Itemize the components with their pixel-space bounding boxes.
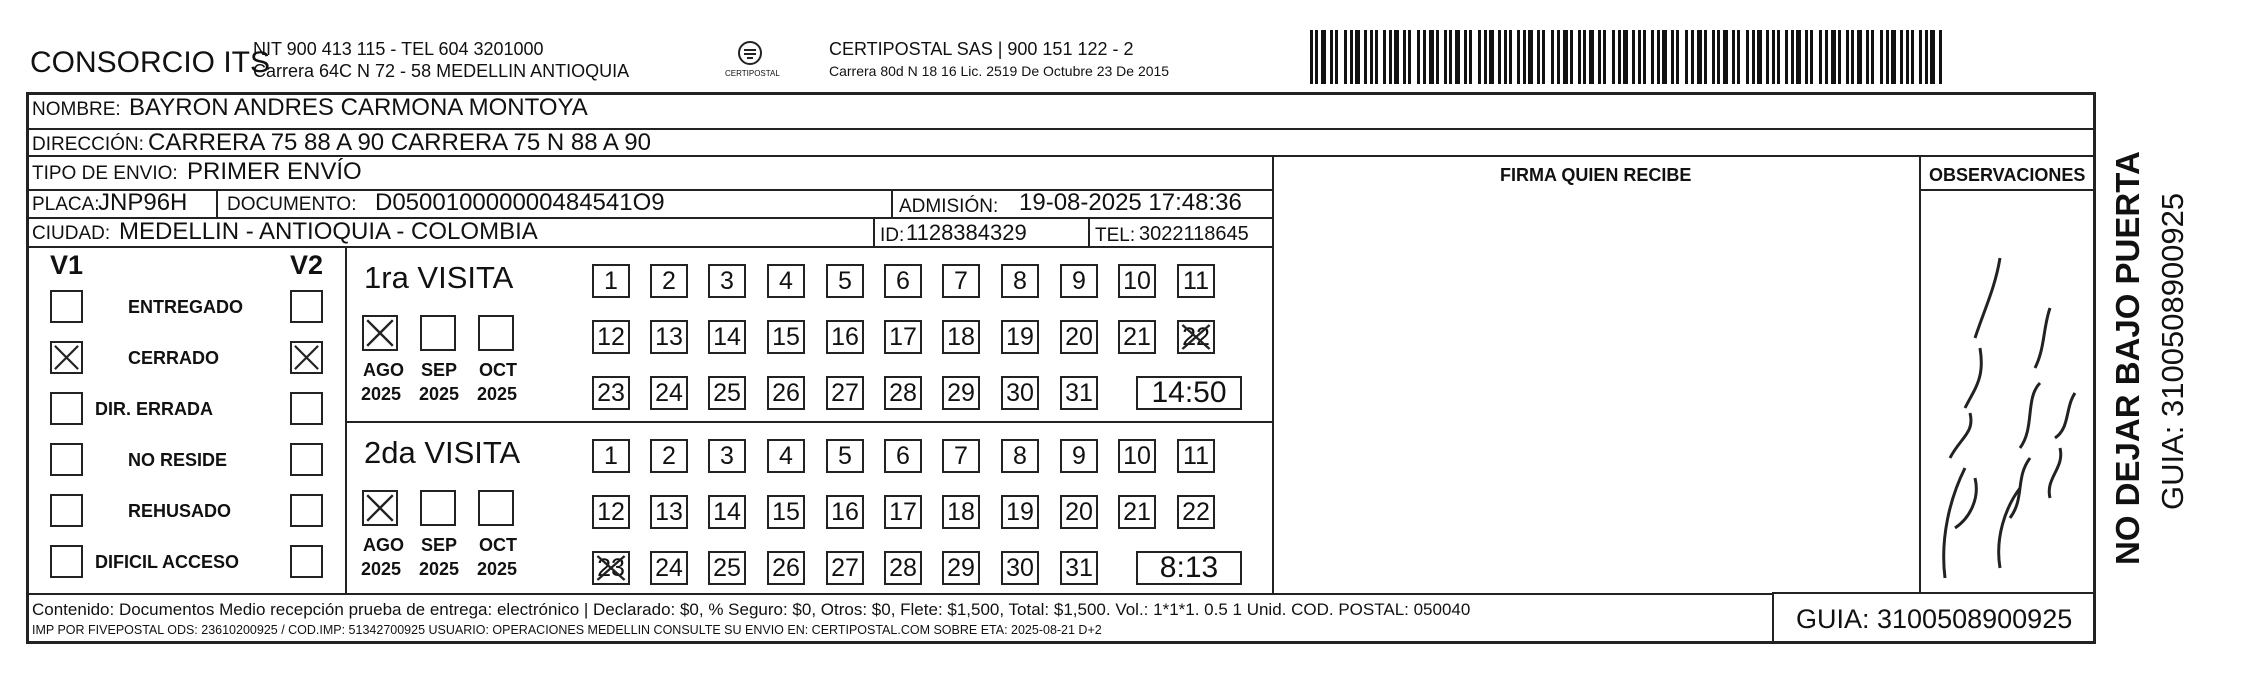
barcode-bar xyxy=(1638,30,1641,84)
day-box[interactable]: 9 xyxy=(1060,439,1098,473)
month-label: OCT xyxy=(479,360,517,380)
day-box[interactable]: 26 xyxy=(767,376,805,410)
id-value: 1128384329 xyxy=(906,220,1027,245)
day-box[interactable]: 27 xyxy=(826,551,864,585)
day-box[interactable]: 22 xyxy=(1177,320,1215,354)
day-box[interactable]: 6 xyxy=(884,439,922,473)
barcode-bar xyxy=(1805,30,1808,84)
v1-checkbox[interactable] xyxy=(50,392,83,425)
barcode-bar xyxy=(1310,30,1313,84)
day-box[interactable]: 21 xyxy=(1118,320,1156,354)
barcode-bar xyxy=(1523,30,1526,84)
tel-value: 3022118645 xyxy=(1139,223,1249,245)
barcode-bar xyxy=(1857,30,1862,84)
barcode-bar xyxy=(1846,30,1849,84)
v2-checkbox[interactable] xyxy=(290,443,323,476)
certipostal-line2: Carrera 80d N 18 16 Lic. 2519 De Octubre 23 De 2015 xyxy=(829,63,1170,79)
barcode-bar xyxy=(1449,30,1452,84)
day-box[interactable]: 3 xyxy=(708,439,746,473)
day-box[interactable]: 26 xyxy=(767,551,805,585)
barcode-bar xyxy=(1551,30,1554,84)
barcode-bar xyxy=(1623,30,1628,84)
day-box[interactable]: 18 xyxy=(942,320,980,354)
year-label: 2025 xyxy=(419,384,460,404)
day-box[interactable]: 30 xyxy=(1001,376,1039,410)
barcode-bar xyxy=(1939,30,1942,84)
barcode-bar xyxy=(1772,30,1775,84)
v2-checkbox[interactable] xyxy=(290,545,323,578)
footer-line2: IMP POR FIVEPOSTAL ODS: 23610200925 / COD.IMP: 51342700925 USUARIO: OPERACIONES MEDELLIN CONSULTE SU ENVIO EN: CERTIPOSTAL.COM SOBRE ETA: 2025-08-21 D+2 xyxy=(32,623,1102,637)
day-box[interactable]: 12 xyxy=(592,495,630,529)
day-box[interactable]: 16 xyxy=(826,495,864,529)
month-label: AGO xyxy=(363,535,405,555)
v1-checkbox[interactable] xyxy=(50,443,83,476)
certipostal-line1: CERTIPOSTAL SAS | 900 151 122 - 2 xyxy=(829,39,1134,59)
barcode-bar xyxy=(1489,30,1494,84)
barcode-bar xyxy=(1810,30,1813,84)
day-box[interactable]: 5 xyxy=(826,439,864,473)
status-label: CERRADO xyxy=(128,348,220,368)
month-label: AGO xyxy=(363,360,405,380)
documento-label: DOCUMENTO: xyxy=(227,194,357,215)
barcode-bar xyxy=(1618,30,1621,84)
status-label: DIFICIL ACCESO xyxy=(95,552,240,572)
month-label: SEP xyxy=(421,535,458,555)
day-box[interactable]: 3 xyxy=(708,264,746,298)
day-box[interactable]: 23 xyxy=(592,551,630,585)
day-box[interactable]: 30 xyxy=(1001,551,1039,585)
barcode-bar xyxy=(1504,30,1507,84)
barcode-bar xyxy=(1651,30,1654,84)
day-box[interactable]: 4 xyxy=(767,264,805,298)
day-box[interactable]: 10 xyxy=(1118,264,1156,298)
barcode-bar xyxy=(1930,30,1935,84)
barcode-bar xyxy=(1408,30,1411,84)
barcode-bar xyxy=(1330,30,1333,84)
barcode-bar xyxy=(1851,30,1854,84)
month-checkbox[interactable] xyxy=(362,315,398,351)
barcode-bar xyxy=(1919,30,1922,84)
barcode-bar xyxy=(1350,30,1353,84)
v1-checkbox[interactable] xyxy=(50,290,83,323)
barcode-bar xyxy=(1691,30,1694,84)
day-box[interactable]: 11 xyxy=(1177,439,1215,473)
day-box[interactable]: 31 xyxy=(1060,551,1098,585)
barcode-bar xyxy=(1685,30,1688,84)
barcode-bar xyxy=(1570,30,1573,84)
v1-header: V1 xyxy=(50,250,84,280)
barcode-bar xyxy=(1796,30,1801,84)
barcode-bar xyxy=(1871,30,1874,84)
id-label: ID: xyxy=(880,225,905,246)
barcode-bar xyxy=(1403,30,1406,84)
nit-line: NIT 900 413 115 - TEL 604 3201000 xyxy=(253,39,544,59)
nombre-label: NOMBRE: xyxy=(32,99,121,120)
barcode-bar xyxy=(1364,30,1367,84)
barcode-bar xyxy=(1464,30,1467,84)
barcode-bar xyxy=(1866,30,1869,84)
day-box[interactable]: 15 xyxy=(767,320,805,354)
barcode-bar xyxy=(1375,30,1378,84)
barcode-bar xyxy=(1598,30,1601,84)
day-box[interactable]: 19 xyxy=(1001,320,1039,354)
barcode-bar xyxy=(1429,30,1434,84)
day-box[interactable]: 1 xyxy=(592,439,630,473)
barcode-bar xyxy=(1791,30,1794,84)
day-box[interactable]: 25 xyxy=(708,551,746,585)
year-label: 2025 xyxy=(361,384,402,404)
barcode-bar xyxy=(1321,30,1326,84)
barcode-bar xyxy=(1344,30,1347,84)
barcode-bar xyxy=(1746,30,1749,84)
v2-header: V2 xyxy=(290,250,324,280)
nombre-value: BAYRON ANDRES CARMONA MONTOYA xyxy=(129,94,588,121)
day-box[interactable]: 13 xyxy=(650,320,688,354)
barcode-bar xyxy=(1891,30,1896,84)
day-box[interactable]: 7 xyxy=(942,439,980,473)
day-box[interactable]: 15 xyxy=(767,495,805,529)
day-box[interactable]: 29 xyxy=(942,376,980,410)
day-box[interactable]: 23 xyxy=(592,376,630,410)
v2-checkbox[interactable] xyxy=(290,392,323,425)
v1-checkbox[interactable] xyxy=(50,545,83,578)
barcode-bar xyxy=(1509,30,1512,84)
day-box[interactable]: 24 xyxy=(650,376,688,410)
barcode-bar xyxy=(1632,30,1635,84)
barcode-bar xyxy=(1785,30,1788,84)
barcode-bar xyxy=(1717,30,1720,84)
day-box[interactable]: 5 xyxy=(826,264,864,298)
barcode-bar xyxy=(1777,30,1780,84)
barcode-bar xyxy=(1469,30,1472,84)
admision-label: ADMISIÓN: xyxy=(899,196,999,217)
day-box[interactable]: 2 xyxy=(650,264,688,298)
admision-value: 19-08-2025 17:48:36 xyxy=(1019,189,1242,216)
day-box[interactable]: 28 xyxy=(884,376,922,410)
day-box[interactable]: 16 xyxy=(826,320,864,354)
day-box[interactable]: 6 xyxy=(884,264,922,298)
barcode-bar xyxy=(1766,30,1769,84)
barcode-bar xyxy=(1671,30,1674,84)
day-box[interactable]: 8 xyxy=(1001,264,1039,298)
month-checkbox[interactable] xyxy=(420,315,456,351)
observaciones-header: OBSERVACIONES xyxy=(1929,165,2086,185)
barcode-bar xyxy=(1900,30,1903,84)
month-checkbox[interactable] xyxy=(362,490,398,526)
barcode-bar xyxy=(1498,30,1501,84)
barcode-bar xyxy=(1578,30,1581,84)
barcode-bar xyxy=(1455,30,1460,84)
v1-checkbox[interactable] xyxy=(50,494,83,527)
day-box[interactable]: 14 xyxy=(708,495,746,529)
day-box[interactable]: 10 xyxy=(1118,439,1156,473)
barcode-bar xyxy=(1563,30,1568,84)
barcode-bar xyxy=(1886,30,1889,84)
day-box[interactable]: 7 xyxy=(942,264,980,298)
day-box[interactable]: 17 xyxy=(884,320,922,354)
barcode-bar xyxy=(1643,30,1646,84)
day-box[interactable]: 19 xyxy=(1001,495,1039,529)
barcode-bar xyxy=(1831,30,1836,84)
year-label: 2025 xyxy=(477,559,518,579)
direccion-label: DIRECCIÓN: xyxy=(32,134,144,155)
barcode-bar xyxy=(1612,30,1615,84)
day-box[interactable]: 14 xyxy=(708,320,746,354)
year-label: 2025 xyxy=(477,384,518,404)
year-label: 2025 xyxy=(361,559,402,579)
barcode-bar xyxy=(1383,30,1386,84)
tel-label: TEL: xyxy=(1095,225,1136,246)
barcode-bar xyxy=(1676,30,1679,84)
barcode-bar xyxy=(1712,30,1715,84)
certipostal-logo: CERTIPOSTAL xyxy=(725,38,775,84)
footer-guia: GUIA: 3100508900925 xyxy=(1796,604,2073,634)
day-box[interactable]: 24 xyxy=(650,551,688,585)
barcode-bar xyxy=(1484,30,1487,84)
status-label: DIR. ERRADA xyxy=(95,399,214,419)
status-label: ENTREGADO xyxy=(128,297,244,317)
firma-header: FIRMA QUIEN RECIBE xyxy=(1500,165,1692,185)
day-box[interactable]: 1 xyxy=(592,264,630,298)
v2-checkbox[interactable] xyxy=(290,341,323,374)
day-box[interactable]: 2 xyxy=(650,439,688,473)
barcode-bar xyxy=(1732,30,1735,84)
day-box[interactable]: 18 xyxy=(942,495,980,529)
barcode-bar xyxy=(1528,30,1533,84)
barcode xyxy=(1310,30,1944,84)
barcode-bar xyxy=(1906,30,1909,84)
barcode-bar xyxy=(1370,30,1373,84)
barcode-bar xyxy=(1315,30,1318,84)
visit-time: 14:50 xyxy=(1136,376,1242,410)
barcode-bar xyxy=(1394,30,1399,84)
v1-checkbox[interactable] xyxy=(50,341,83,374)
barcode-bar xyxy=(1389,30,1392,84)
day-box[interactable]: 13 xyxy=(650,495,688,529)
barcode-bar xyxy=(1704,30,1707,84)
barcode-bar xyxy=(1537,30,1540,84)
barcode-bar xyxy=(1925,30,1928,84)
barcode-bar xyxy=(1697,30,1702,84)
v2-checkbox[interactable] xyxy=(290,494,323,527)
barcode-bar xyxy=(1583,30,1586,84)
day-box[interactable]: 28 xyxy=(884,551,922,585)
barcode-bar xyxy=(1757,30,1762,84)
day-box[interactable]: 20 xyxy=(1060,495,1098,529)
ciudad-label: CIUDAD: xyxy=(32,223,111,244)
visit-title: 2da VISITA xyxy=(364,435,521,470)
barcode-bar xyxy=(1335,30,1338,84)
barcode-bar xyxy=(1825,30,1828,84)
barcode-bar xyxy=(1436,30,1439,84)
barcode-bar xyxy=(1542,30,1545,84)
side-guia: GUIA: 3100508900925 xyxy=(2155,192,2190,510)
barcode-bar xyxy=(1880,30,1883,84)
footer-line1: Contenido: Documentos Medio recepción prueba de entrega: electrónico | Declarado: $0, % Seguro: $0, Otros: $0, Flete: $1,500, Total: $1,500. Vol.: 1*1*1. 0.5 1 Unid. COD. POSTAL: 050040 xyxy=(32,600,1471,619)
visit-time: 8:13 xyxy=(1136,551,1242,585)
day-box[interactable]: 20 xyxy=(1060,320,1098,354)
month-checkbox[interactable] xyxy=(478,490,514,526)
status-label: REHUSADO xyxy=(128,501,232,521)
day-box[interactable]: 4 xyxy=(767,439,805,473)
placa-label: PLACA: xyxy=(32,194,100,215)
barcode-bar xyxy=(1557,30,1560,84)
month-checkbox[interactable] xyxy=(478,315,514,351)
v2-checkbox[interactable] xyxy=(290,290,323,323)
day-box[interactable]: 17 xyxy=(884,495,922,529)
day-box[interactable]: 21 xyxy=(1118,495,1156,529)
day-box[interactable]: 8 xyxy=(1001,439,1039,473)
month-label: SEP xyxy=(421,360,458,380)
month-label: OCT xyxy=(479,535,517,555)
barcode-bar xyxy=(1603,30,1606,84)
barcode-bar xyxy=(1417,30,1420,84)
day-box[interactable]: 9 xyxy=(1060,264,1098,298)
day-box[interactable]: 31 xyxy=(1060,376,1098,410)
documento-value: D050010000000484541O9 xyxy=(375,189,665,216)
direccion-value: CARRERA 75 88 A 90 CARRERA 75 N 88 A 90 xyxy=(148,129,651,156)
barcode-bar xyxy=(1838,30,1841,84)
barcode-bar xyxy=(1737,30,1740,84)
tipo-value: PRIMER ENVÍO xyxy=(187,158,362,185)
day-box[interactable]: 27 xyxy=(826,376,864,410)
ciudad-value: MEDELLIN - ANTIOQUIA - COLOMBIA xyxy=(119,218,538,245)
barcode-bar xyxy=(1819,30,1822,84)
company-name: CONSORCIO ITS xyxy=(30,46,271,79)
barcode-bar xyxy=(1752,30,1755,84)
tipo-label: TIPO DE ENVIO: xyxy=(32,163,178,184)
placa-value: JNP96H xyxy=(98,189,188,216)
side-warning: NO DEJAR BAJO PUERTA xyxy=(2109,151,2146,565)
barcode-bar xyxy=(1423,30,1426,84)
barcode-bar xyxy=(1657,30,1660,84)
handwritten-note xyxy=(1925,198,2093,590)
barcode-bar xyxy=(1355,30,1360,84)
day-box[interactable]: 11 xyxy=(1177,264,1215,298)
barcode-bar xyxy=(1444,30,1447,84)
day-box[interactable]: 25 xyxy=(708,376,746,410)
barcode-bar xyxy=(1662,30,1667,84)
status-label: NO RESIDE xyxy=(128,450,228,470)
month-checkbox[interactable] xyxy=(420,490,456,526)
day-box[interactable]: 12 xyxy=(592,320,630,354)
barcode-bar xyxy=(1589,30,1594,84)
day-box[interactable]: 29 xyxy=(942,551,980,585)
address-line: Carrera 64C N 72 - 58 MEDELLIN ANTIOQUIA xyxy=(253,61,630,81)
barcode-bar xyxy=(1723,30,1728,84)
day-box[interactable]: 22 xyxy=(1177,495,1215,529)
barcode-bar xyxy=(1911,30,1914,84)
year-label: 2025 xyxy=(419,559,460,579)
barcode-bar xyxy=(1478,30,1481,84)
barcode-bar xyxy=(1517,30,1520,84)
visit-title: 1ra VISITA xyxy=(364,260,514,295)
